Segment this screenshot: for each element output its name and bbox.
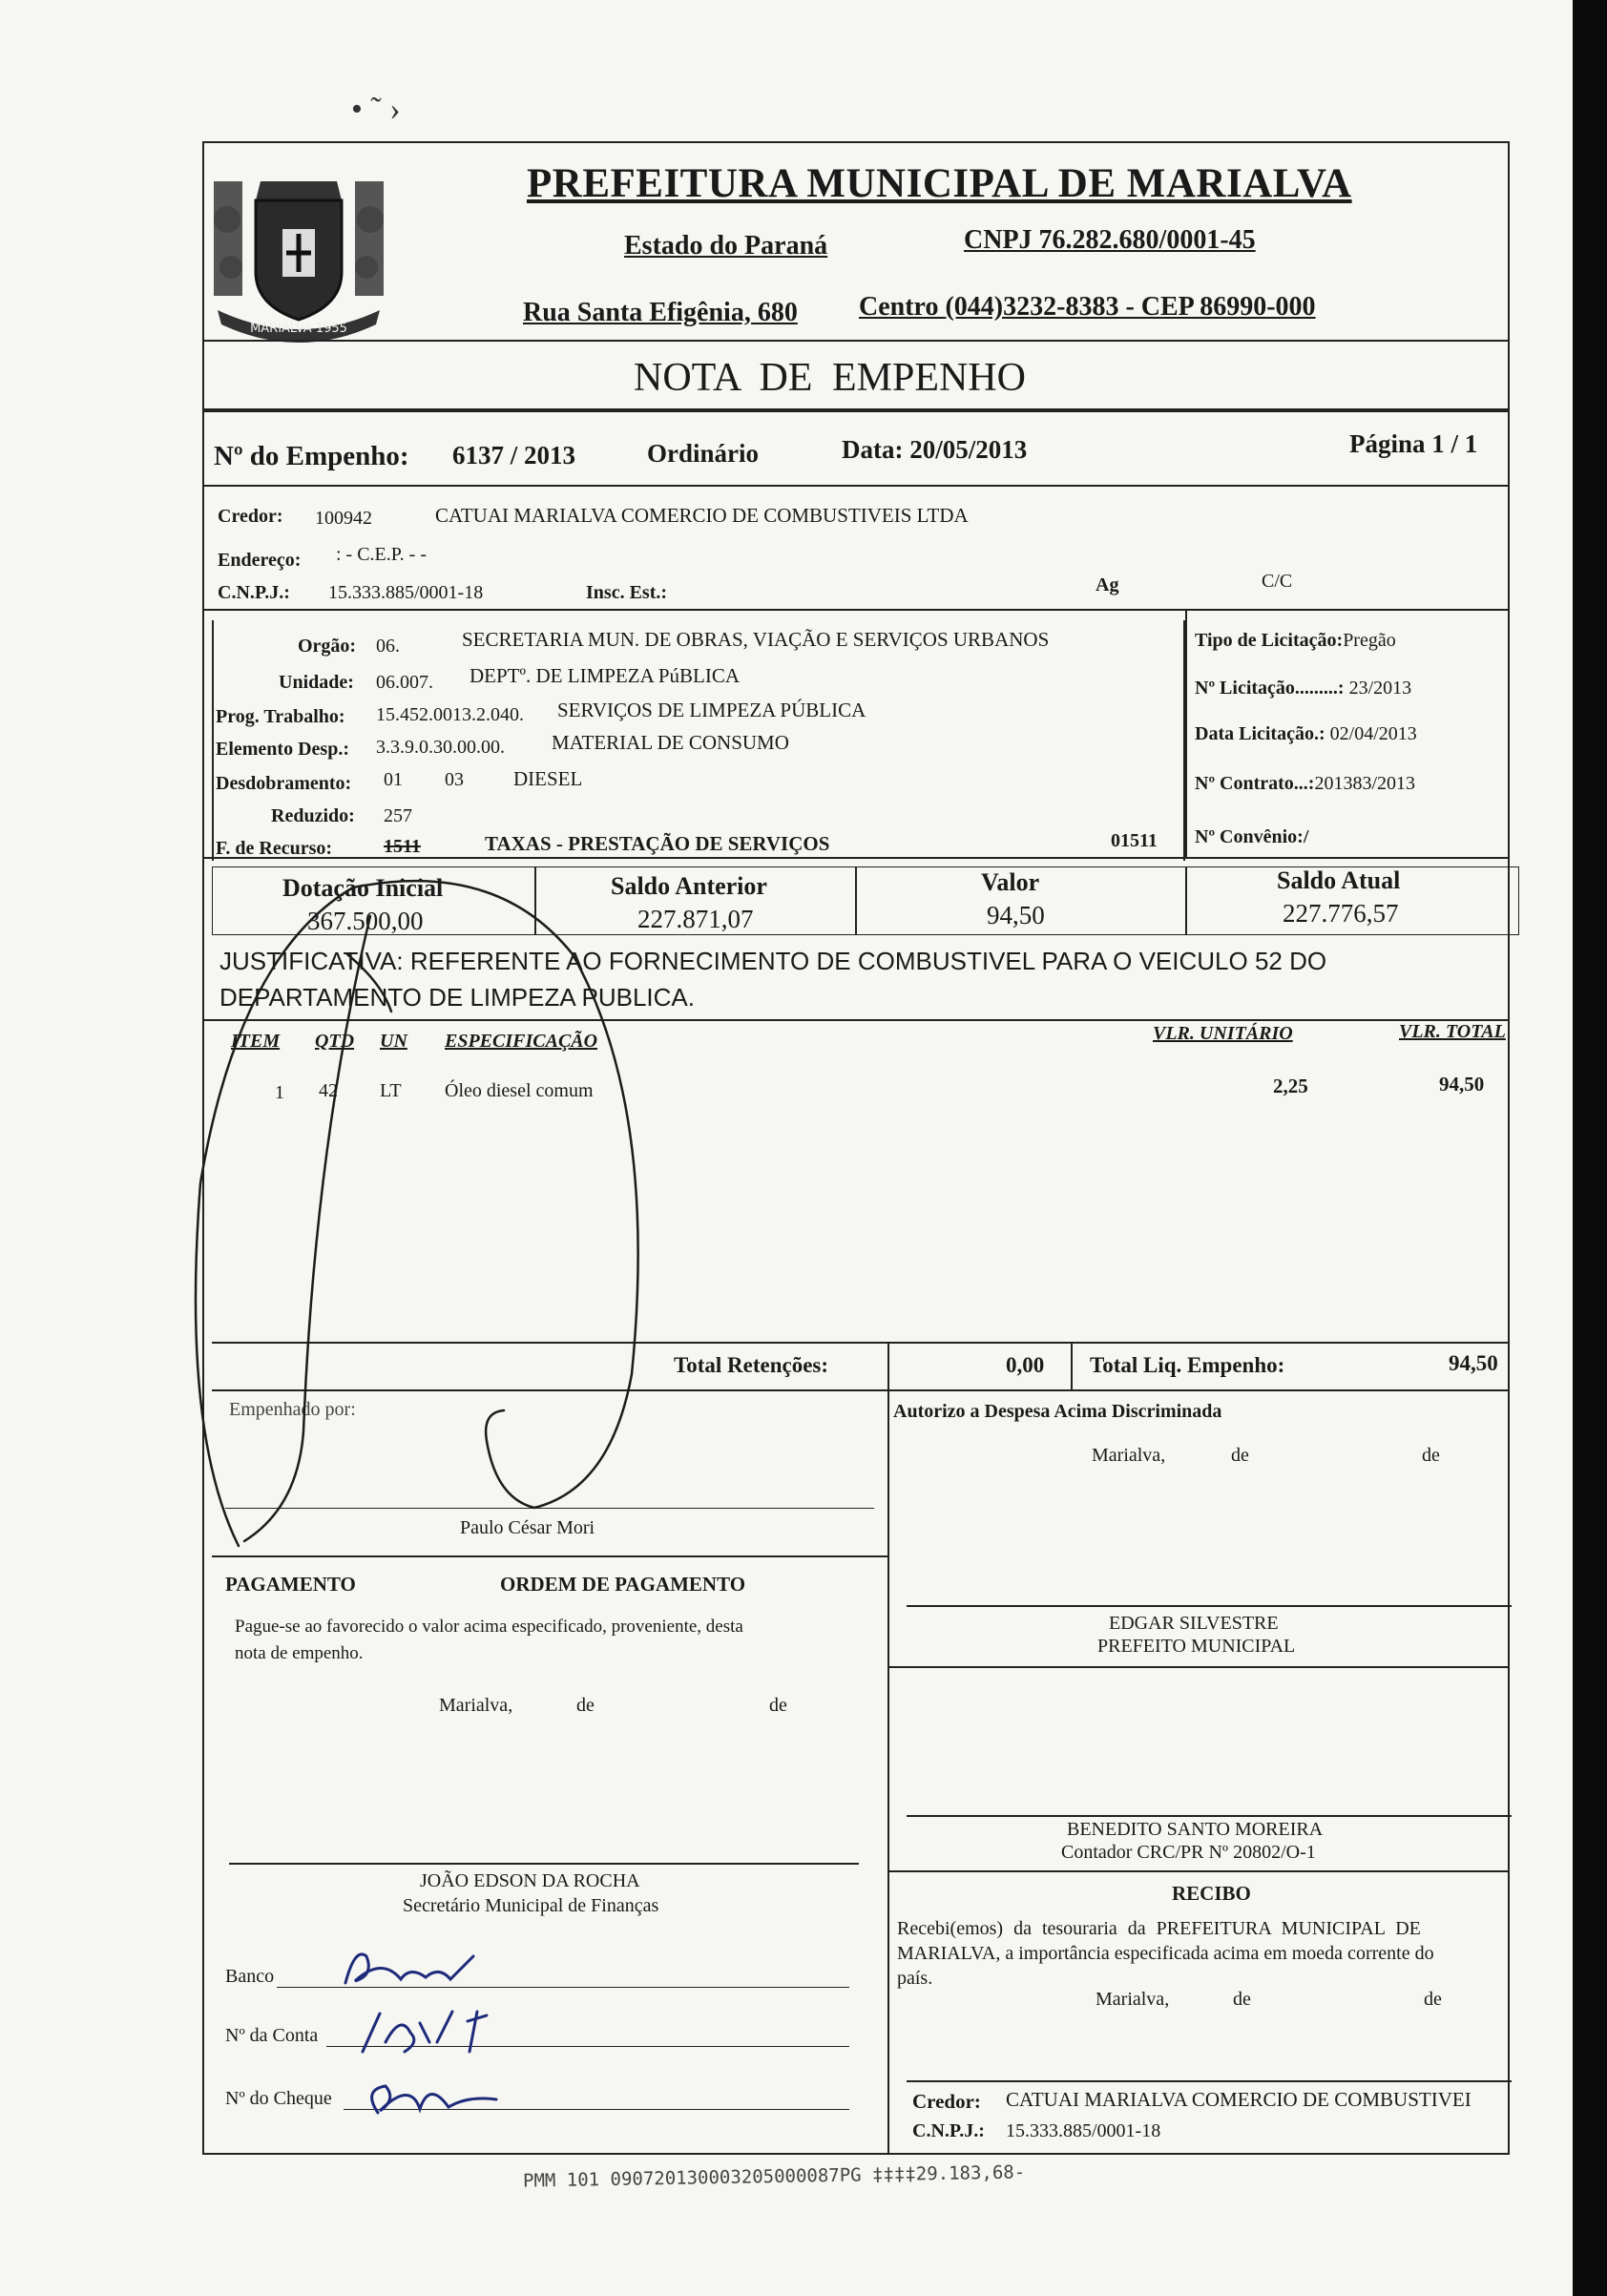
pagamento-de2: de xyxy=(769,1695,787,1716)
pagamento-label: PAGAMENTO xyxy=(225,1573,356,1596)
divider xyxy=(202,408,1510,412)
data-licitacao xyxy=(1195,723,1417,745)
col-espec: ESPECIFICAÇÃO xyxy=(445,1031,598,1052)
tipo-value: Pregão xyxy=(1343,630,1396,651)
divider xyxy=(887,1555,889,2155)
elem-label: Elemento Desp.: xyxy=(216,739,349,760)
divider xyxy=(887,1666,1510,1668)
recibo-text1: Recebi(emos) da tesouraria da PREFEITURA MUNICIPAL DE xyxy=(897,1918,1421,1939)
autorizo-de1: de xyxy=(1231,1445,1249,1466)
contrato-label: Nº Contrato...: xyxy=(1195,773,1315,794)
col-un: UN xyxy=(380,1031,407,1052)
empenhado-label: Empenhado por: xyxy=(229,1399,356,1420)
divider xyxy=(534,866,536,935)
machine-line: PMM 101 090720130003205000087PG ‡‡‡‡29.183,68- xyxy=(522,2161,1026,2192)
scan-mark: • ˜ › xyxy=(351,92,401,127)
cheque-line xyxy=(344,2109,849,2110)
recibo-de2: de xyxy=(1424,1989,1442,2010)
row-item: 1 xyxy=(275,1082,284,1103)
divider xyxy=(887,1342,889,1389)
retencoes-label: Total Retenções: xyxy=(674,1353,829,1377)
divider xyxy=(202,485,1510,487)
pagamento-text1: Pague-se ao favorecido o valor acima especificado, proveniente, desta xyxy=(235,1617,743,1637)
secretario-name: JOÃO EDSON DA ROCHA xyxy=(420,1870,640,1891)
orgao-code: 06. xyxy=(376,636,400,657)
ordem-label: ORDEM DE PAGAMENTO xyxy=(500,1573,746,1596)
atual-label: Saldo Atual xyxy=(1277,866,1401,894)
empenho-date: Data: 20/05/2013 xyxy=(842,435,1028,464)
empenho-page: Página 1 / 1 xyxy=(1349,429,1478,458)
dotacao-label: Dotação Inicial xyxy=(282,874,444,902)
credor-name: CATUAI MARIALVA COMERCIO DE COMBUSTIVEIS LTDA xyxy=(435,504,969,527)
rodape-credor-value: CATUAI MARIALVA COMERCIO DE COMBUSTIVEI xyxy=(1006,2088,1471,2111)
contrato xyxy=(1195,773,1415,795)
divider xyxy=(887,1870,1510,1872)
header-state: Estado do Paraná xyxy=(624,231,828,261)
elem-desc: MATERIAL DE CONSUMO xyxy=(552,731,789,754)
divider xyxy=(855,866,857,935)
divider xyxy=(212,1389,1510,1391)
recurso-label: F. de Recurso: xyxy=(216,838,333,859)
data-label: Data Licitação.: xyxy=(1195,723,1325,744)
secretario-role: Secretário Municipal de Finanças xyxy=(403,1895,659,1916)
credor-cnpj-value: 15.333.885/0001-18 xyxy=(328,582,484,603)
unidade-label: Unidade: xyxy=(279,672,354,693)
liq-value: 94,50 xyxy=(1449,1351,1498,1375)
prog-desc: SERVIÇOS DE LIMPEZA PÚBLICA xyxy=(557,699,866,721)
credor-label: Credor: xyxy=(218,506,283,527)
credor-cnpj-label: C.N.P.J.: xyxy=(218,582,290,603)
header-cnpj: CNPJ 76.282.680/0001-45 xyxy=(964,225,1256,255)
row-un: LT xyxy=(380,1080,402,1101)
valor-value: 94,50 xyxy=(987,901,1045,929)
header-district-phone: Centro (044)3232-8383 - CEP 86990-000 xyxy=(859,292,1316,322)
svg-text:MARIALVA 1955: MARIALVA 1955 xyxy=(250,322,347,336)
num-value: 23/2013 xyxy=(1348,678,1412,699)
doc-title: NOTA DE EMPENHO xyxy=(634,356,1026,400)
unidade-desc: DEPTº. DE LIMPEZA PúBLICA xyxy=(470,664,741,687)
signature-line xyxy=(229,1863,859,1865)
banco-line xyxy=(277,1987,849,1988)
desd-a: 01 xyxy=(384,769,403,790)
row-qtd: 42 xyxy=(319,1080,338,1101)
pagamento-de1: de xyxy=(576,1695,595,1716)
recurso-code: 01511 xyxy=(1111,830,1158,851)
recibo-text2: MARIALVA, a importância especificada acima em moeda corrente do xyxy=(897,1943,1434,1964)
data-value: 02/04/2013 xyxy=(1329,723,1417,744)
signature-line xyxy=(907,1815,1512,1817)
row-total: 94,50 xyxy=(1439,1073,1485,1096)
anterior-label: Saldo Anterior xyxy=(611,872,767,900)
banco-label: Banco xyxy=(225,1966,275,1987)
autorizo-de2: de xyxy=(1422,1445,1440,1466)
desd-b: 03 xyxy=(445,769,464,790)
recibo-title: RECIBO xyxy=(1172,1882,1251,1905)
divider xyxy=(202,1019,1510,1021)
ag-label: Ag xyxy=(1096,574,1119,595)
orgao-desc: SECRETARIA MUN. DE OBRAS, VIAÇÃO E SERVIÇOS URBANOS xyxy=(462,628,1050,651)
empenho-number: 6137 / 2013 xyxy=(452,441,576,470)
contrato-value: 201383/2013 xyxy=(1314,773,1416,794)
col-qtd: QTD xyxy=(315,1031,355,1052)
liq-label: Total Liq. Empenho: xyxy=(1090,1353,1285,1377)
divider xyxy=(202,609,1510,611)
row-espec: Óleo diesel comum xyxy=(445,1080,594,1101)
justificativa-line2: DEPARTAMENTO DE LIMPEZA PUBLICA. xyxy=(219,983,695,1012)
recibo-city: Marialva, xyxy=(1096,1989,1170,2010)
desd-desc: DIESEL xyxy=(513,767,583,790)
elem-code: 3.3.9.0.30.00.00. xyxy=(376,737,505,758)
credor-code: 100942 xyxy=(315,508,372,529)
empenho-type: Ordinário xyxy=(647,439,760,468)
divider xyxy=(1071,1342,1073,1389)
reduzido-label: Reduzido: xyxy=(271,805,355,826)
autorizo-label: Autorizo a Despesa Acima Discriminada xyxy=(893,1401,1222,1422)
tipo-label: Tipo de Licitação: xyxy=(1195,630,1344,651)
prog-code: 15.452.0013.2.040. xyxy=(376,704,524,725)
recurso-desc: TAXAS - PRESTAÇÃO DE SERVIÇOS xyxy=(485,832,830,855)
endereco-value: : - C.E.P. - - xyxy=(336,544,427,565)
divider xyxy=(1185,609,1187,859)
pagamento-city: Marialva, xyxy=(439,1695,513,1716)
convenio-label: Nº Convênio:/ xyxy=(1195,826,1309,847)
contador-name: BENEDITO SANTO MOREIRA xyxy=(1067,1819,1324,1840)
prefeito-role: PREFEITO MUNICIPAL xyxy=(1097,1636,1296,1657)
rodape-credor-label: Credor: xyxy=(912,2090,981,2113)
header-title: PREFEITURA MUNICIPAL DE MARIALVA xyxy=(527,161,1352,206)
divider xyxy=(212,1555,887,1557)
header-address: Rua Santa Efigênia, 680 xyxy=(523,298,798,327)
insc-label: Insc. Est.: xyxy=(586,582,668,603)
dotacao-value: 367.500,00 xyxy=(307,907,424,935)
tipo-licitacao xyxy=(1195,630,1396,652)
recurso-value: 1511 xyxy=(384,836,421,857)
justificativa-line1: JUSTIFICATIVA: REFERENTE AO FORNECIMENTO DE COMBUSTIVEL PARA O VEICULO 52 DO xyxy=(219,947,1327,975)
reduzido-value: 257 xyxy=(384,805,412,826)
rodape-cnpj-label: C.N.P.J.: xyxy=(912,2120,985,2141)
autorizo-city: Marialva, xyxy=(1092,1445,1166,1466)
divider xyxy=(1185,866,1187,935)
conta-label: Nº da Conta xyxy=(225,2025,319,2046)
signature-line xyxy=(225,1508,874,1509)
col-item: ITEM xyxy=(231,1031,281,1052)
prog-label: Prog. Trabalho: xyxy=(216,706,345,727)
signature-line xyxy=(907,2080,1512,2082)
cc-label: C/C xyxy=(1262,571,1293,592)
conta-line xyxy=(326,2046,849,2047)
desd-label: Desdobramento: xyxy=(216,773,352,794)
num-licitacao xyxy=(1195,678,1411,699)
atual-value: 227.776,57 xyxy=(1283,899,1399,928)
divider xyxy=(887,1389,889,1555)
retencoes-value: 0,00 xyxy=(1006,1353,1045,1377)
num-label: Nº Licitação.........: xyxy=(1195,678,1345,699)
valor-label: Valor xyxy=(981,868,1040,896)
col-unit: VLR. UNITÁRIO xyxy=(1153,1023,1293,1044)
orgao-label: Orgão: xyxy=(298,636,357,657)
recibo-de1: de xyxy=(1233,1989,1251,2010)
empenho-label: Nº do Empenho: xyxy=(214,441,409,471)
divider xyxy=(202,340,1510,342)
divider xyxy=(212,1342,1510,1344)
endereco-label: Endereço: xyxy=(218,550,302,571)
anterior-value: 227.871,07 xyxy=(637,905,754,933)
crest-icon xyxy=(208,162,389,353)
empenhado-name: Paulo César Mori xyxy=(460,1517,595,1538)
unidade-code: 06.007. xyxy=(376,672,433,693)
rodape-cnpj-value: 15.333.885/0001-18 xyxy=(1006,2120,1161,2141)
prefeito-name: EDGAR SILVESTRE xyxy=(1109,1613,1279,1634)
pagamento-text2: nota de empenho. xyxy=(235,1643,364,1663)
contador-role: Contador CRC/PR Nº 20802/O-1 xyxy=(1061,1842,1316,1863)
scan-edge xyxy=(1573,0,1607,2296)
col-total: VLR. TOTAL xyxy=(1399,1021,1506,1042)
cheque-label: Nº do Cheque xyxy=(225,2088,332,2109)
recibo-text3: país. xyxy=(897,1968,933,1989)
row-unit: 2,25 xyxy=(1273,1075,1308,1097)
divider xyxy=(202,857,1510,859)
signature-line xyxy=(907,1605,1512,1607)
